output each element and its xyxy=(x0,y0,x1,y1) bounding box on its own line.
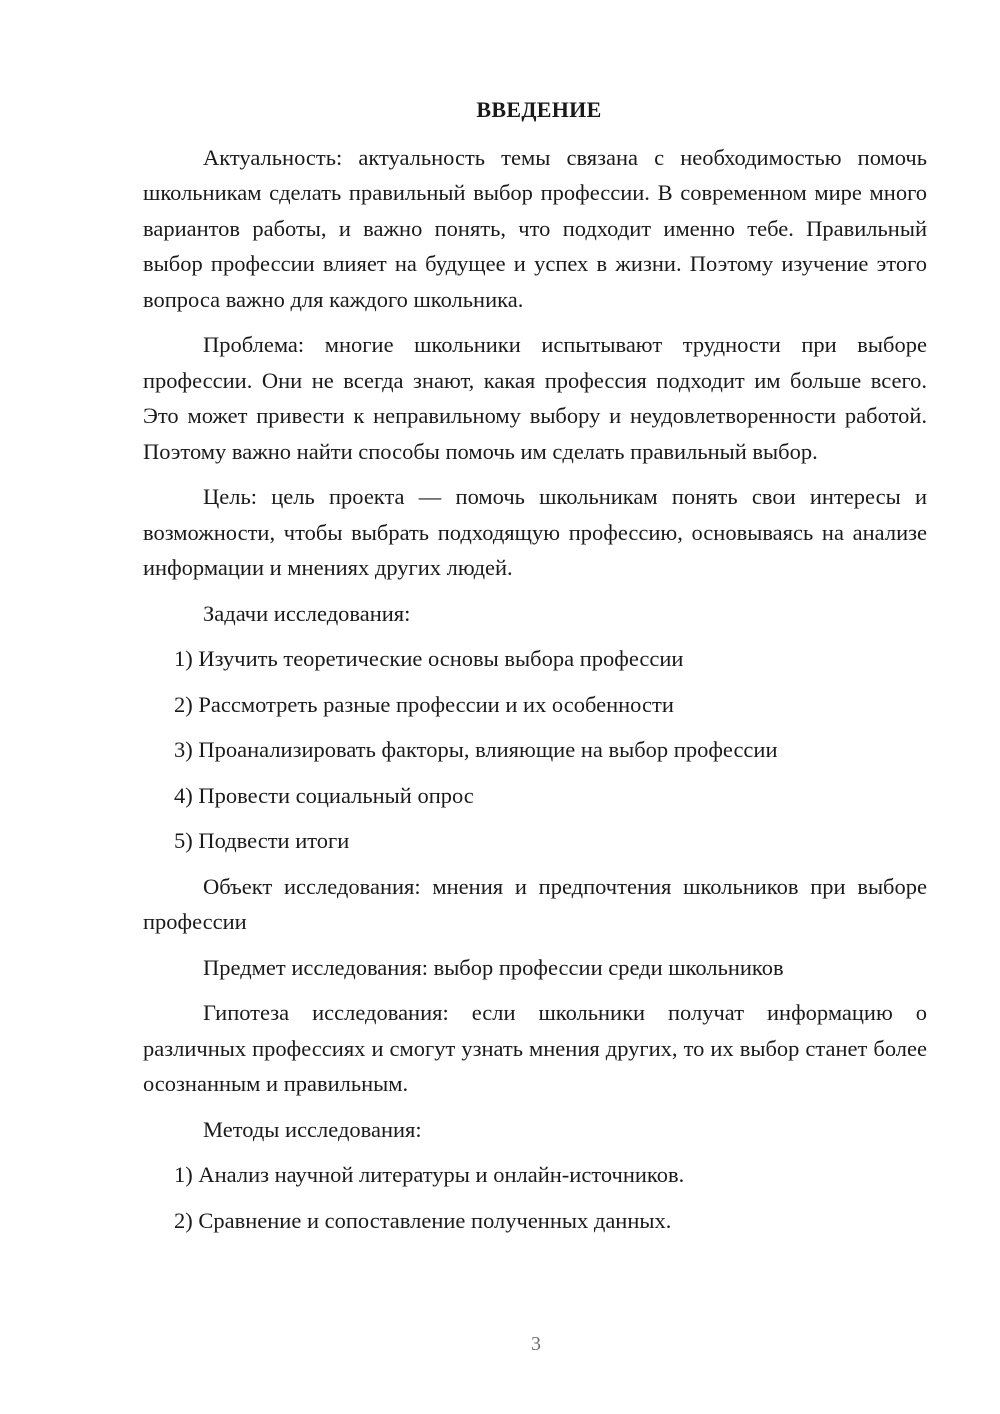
tasks-heading: Задачи исследования: xyxy=(203,600,411,626)
hypothesis-paragraph: Гипотеза исследования: если школьники получат информацию о различных профессиях и смогут узнать мнения других, то их выбор станет более осознанным и правильным. xyxy=(143,1000,927,1096)
methods-list xyxy=(143,1157,927,1238)
page-number: 3 xyxy=(531,1333,541,1355)
relevance-paragraph: Актуальность: актуальность темы связана с необходимостью помочь школьникам сделать правильный выбор профессии. В современном мире много вариантов работы, и важно понять, что подходит именно тебе. Правильный выбор профессии влияет на будущее и успех в жизни. Поэтому изучение этого вопроса важно для каждого школьника. xyxy=(143,144,927,312)
list-item: 5) Подвести итоги xyxy=(174,828,350,853)
list-item: 1) Анализ научной литературы и онлайн-источников. xyxy=(174,1162,685,1187)
list-item: 2) Рассмотреть разные профессии и их особенности xyxy=(174,691,674,717)
list-item: 3) Проанализировать факторы, влияющие на выбор профессии xyxy=(174,737,778,762)
object-paragraph: Объект исследования: мнения и предпочтения школьников при выборе профессии xyxy=(143,873,927,934)
methods-heading: Методы исследования: xyxy=(203,1116,422,1142)
problem-paragraph: Проблема: многие школьники испытывают трудности при выборе профессии. Они не всегда знают, какая профессия подходит им больше всего. Это может привести к неправильному выбору и неудовлетворенности работой. Поэтому важно найти способы помочь им сделать правильный выбор. xyxy=(143,332,927,464)
goal-paragraph: Цель: цель проекта — помочь школьникам понять свои интересы и возможности, чтобы выбрать подходящую профессию, основываясь на анализе информации и мнениях других людей. xyxy=(143,484,927,580)
document-page xyxy=(143,92,927,1248)
tasks-list xyxy=(143,641,927,859)
subject-paragraph: Предмет исследования: выбор профессии среди школьников xyxy=(203,954,784,980)
list-item: 2) Сравнение и сопоставление полученных данных. xyxy=(174,1207,672,1233)
list-item: 1) Изучить теоретические основы выбора профессии xyxy=(174,646,684,671)
list-item: 4) Провести социальный опрос xyxy=(174,782,474,808)
section-title: ВВЕДЕНИЕ xyxy=(476,97,602,122)
